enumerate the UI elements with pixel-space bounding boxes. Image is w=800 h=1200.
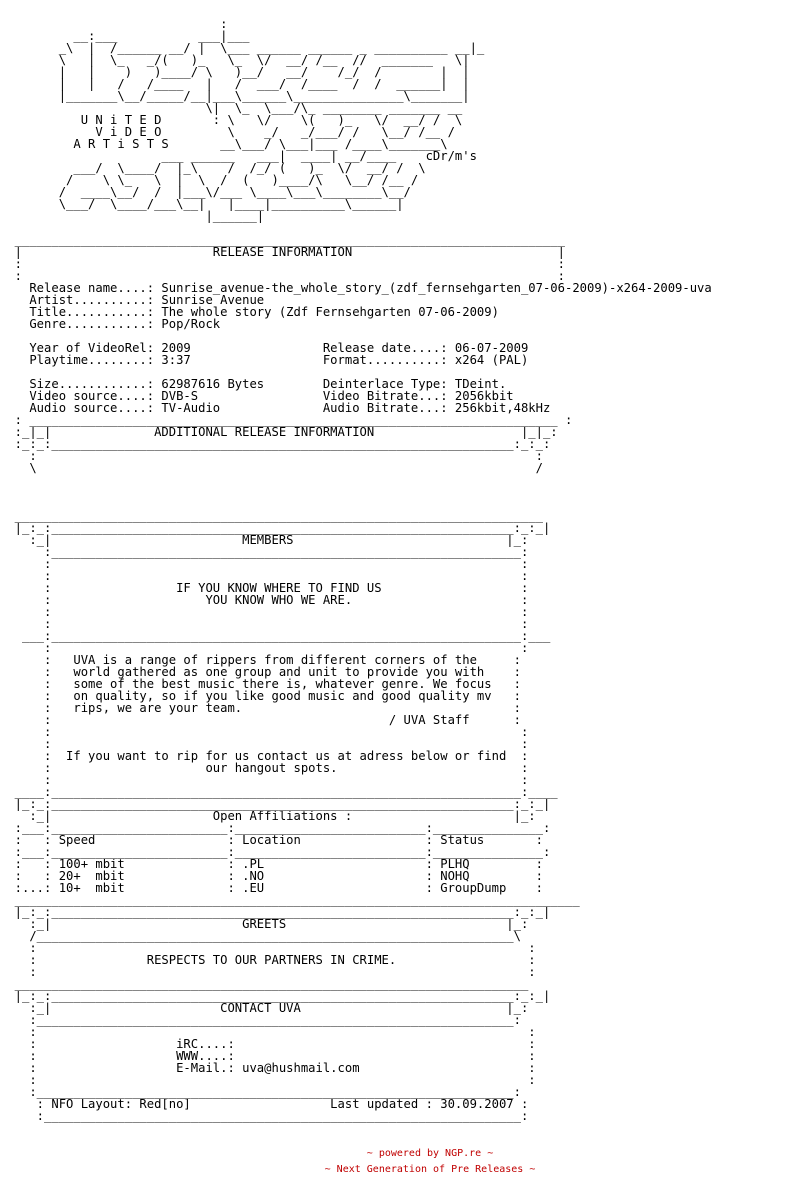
nfo-line: : : — [0, 569, 529, 583]
nfo-ascii-art — [0, 18, 800, 1122]
nfo-line: \___/ \____/___\__| |____|__________\______| — [0, 197, 404, 211]
nfo-line: :_________________________________________________________________: — [0, 1013, 521, 1027]
nfo-line: : / UVA Staff : — [0, 713, 521, 727]
nfo-line: :_:_:_______________________________________________________________:_:_: — [0, 437, 551, 451]
nfo-line: Video source....: DVB-S Video Bitrate...: 2056kbit — [0, 389, 514, 403]
nfo-line — [0, 474, 800, 486]
nfo-line: : : — [0, 737, 529, 751]
nfo-line: : : — [0, 725, 529, 739]
nfo-line: : on quality, so if you like good music and good quality mv : — [0, 689, 521, 703]
nfo-line: :_| MEMBERS |_: — [0, 533, 529, 547]
nfo-line: / ____\__/ / |___\/___ \____\___\________\__/ — [0, 185, 411, 199]
nfo-line: : : — [0, 257, 565, 271]
nfo-line: : : — [0, 269, 565, 283]
nfo-line: :_|_| ADDITIONAL RELEASE INFORMATION |_|_: — [0, 425, 558, 439]
nfo-line: : : — [0, 1025, 536, 1039]
nfo-line: : — [0, 17, 228, 31]
nfo-line: / \ \_ \ | \ / ( )____/\ \__/ /__ / — [0, 173, 419, 187]
nfo-line: : : — [0, 965, 536, 979]
nfo-line: : IF YOU KNOW WHERE TO FIND US : — [0, 581, 529, 595]
nfo-line: : : 100+ mbit : .PL : PLHQ : — [0, 857, 543, 871]
nfo-line: :_| GREETS |_: — [0, 917, 529, 931]
nfo-line: \ / — [0, 461, 543, 475]
nfo-line: A R T i S T S __\___/ \___|___ /____\_______\ — [0, 137, 448, 151]
nfo-line: : If you want to rip for us contact us at adress below or find : — [0, 749, 529, 763]
nfo-line: : rips, we are your team. : — [0, 701, 521, 715]
nfo-line: /_________________________________________________________________\ — [0, 929, 521, 943]
nfo-line: _____________________________________________________________________________ — [0, 893, 580, 907]
nfo-line: : : Speed : Location : Status : — [0, 833, 543, 847]
nfo-line: ___________________________________________________________________________ — [0, 233, 565, 247]
nfo-line: ___ ______ ___| ____| __/____ cDr/m's — [0, 149, 477, 163]
nfo-line: _\ | /______ __/ | \___ ______ ______ _ __________ __|_ — [0, 41, 485, 55]
nfo-line: Title...........: The whole story (Zdf Fernsehgarten 07-06-2009) — [0, 305, 499, 319]
nfo-line: : WWW....: : — [0, 1049, 536, 1063]
nfo-line: : : — [0, 941, 536, 955]
nfo-line: |_:_:_______________________________________________________________:_:_| — [0, 797, 551, 811]
nfo-line: :___:________________________:__________________________:_______________: — [0, 845, 551, 859]
nfo-line: | | / /____ | / ___/ /____ / / ______| | — [0, 77, 470, 91]
nfo-line: |_______\__/_____/__|___\______\_______________\_______| — [0, 89, 470, 103]
nfo-line: __:___ ___|___ — [0, 29, 250, 43]
nfo-line: |_:_:_______________________________________________________________:_:_| — [0, 989, 551, 1003]
nfo-line: | RELEASE INFORMATION | — [0, 245, 565, 259]
nfo-line: Genre...........: Pop/Rock — [0, 317, 221, 331]
nfo-line: U N i T E D : \ \/ \( )_ \/ __/ / \ — [0, 113, 463, 127]
nfo-line: : ________________________________________________________________________ : — [0, 413, 573, 427]
nfo-line: : : — [0, 641, 529, 655]
nfo-line: : UVA is a range of rippers from different corners of the : — [0, 653, 521, 667]
powered-by-text: ~ powered by NGP.re ~ — [366, 1148, 494, 1159]
nfo-line: |_:_:_______________________________________________________________:_:_| — [0, 521, 551, 535]
nfo-line: : : — [0, 449, 543, 463]
nfo-line: :___:________________________:__________________________:_______________: — [0, 821, 551, 835]
nfo-line: : : — [0, 557, 529, 571]
nfo-line: : our hangout spots. : — [0, 761, 529, 775]
nfo-line: ____:________________________________________________________________:____ — [0, 785, 558, 799]
nfo-line: | | ) )____/ \ )__/ __/ /_/ / | | — [0, 65, 470, 79]
nfo-line: : : — [0, 605, 529, 619]
nfo-line: :...: 10+ mbit : .EU : GroupDump : — [0, 881, 543, 895]
nfo-line: Artist..........: Sunrise Avenue — [0, 293, 265, 307]
nfo-line: Release name....: Sunrise_avenue-the_whole_story_(zdf_fernsehgarten_07-06-2009)-x264-2009-uva — [0, 281, 712, 295]
nfo-line: : : 20+ mbit : .NO : NOHQ : — [0, 869, 543, 883]
nfo-line: :_________________________________________________________________: — [0, 1085, 521, 1099]
nfo-line: :_________________________________________________________________: — [0, 1109, 529, 1123]
nfo-line: |______| — [0, 209, 265, 223]
nfo-line: Audio source....: TV-Audio Audio Bitrate...: 256kbit,48kHz — [0, 401, 551, 415]
nfo-line: : RESPECTS TO OUR PARTNERS IN CRIME. : — [0, 953, 536, 967]
nfo-line: ______________________________________________________________________ — [0, 977, 529, 991]
nfo-line: : E-Mail.: uva@hushmail.com : — [0, 1061, 536, 1075]
nfo-line: |_:_:_______________________________________________________________:_:_| — [0, 905, 551, 919]
ngp-tagline: ~ Next Generation of Pre Releases ~ — [324, 1164, 536, 1175]
nfo-line: Year of VideoRel: 2009 Release date....: 06-07-2009 — [0, 341, 529, 355]
nfo-line: V i D E O \ _/ _/___/ / \__/ /__ / — [0, 125, 455, 139]
nfo-line: ___/ \____/ |_\ / /_/ ( )_ \/ __/ / \ — [0, 161, 426, 175]
nfo-line: \| \_ \___/\_ ________ _______ __ — [0, 101, 463, 115]
nfo-line: :_| Open Affiliations : |_: — [0, 809, 536, 823]
nfo-line: : : — [0, 773, 529, 787]
nfo-line: :_| CONTACT UVA |_: — [0, 1001, 529, 1015]
nfo-line: : some of the best music there is, whatever genre. We focus : — [0, 677, 521, 691]
nfo-line — [0, 486, 800, 498]
nfo-line: Playtime........: 3:37 Format..........: x264 (PAL) — [0, 353, 529, 367]
nfo-line: : world gathered as one group and unit to provide you with : — [0, 665, 521, 679]
nfo-line: :________________________________________________________________: — [0, 545, 529, 559]
nfo-line: : : — [0, 1073, 536, 1087]
nfo-line: ___:________________________________________________________________:___ — [0, 629, 551, 643]
nfo-line: ________________________________________________________________________ — [0, 509, 543, 523]
nfo-line: Size............: 62987616 Bytes Deinterlace Type: TDeint. — [0, 377, 507, 391]
nfo-line: : iRC....: : — [0, 1037, 536, 1051]
nfo-line: : : — [0, 617, 529, 631]
nfo-line: : NFO Layout: Red[no] Last updated : 30.09.2007 : — [0, 1097, 529, 1111]
nfo-line: : YOU KNOW WHO WE ARE. : — [0, 593, 529, 607]
nfo-line: \ | \_ _/( )_ \_ \/ __/ /__ // _______ \| — [0, 53, 470, 67]
